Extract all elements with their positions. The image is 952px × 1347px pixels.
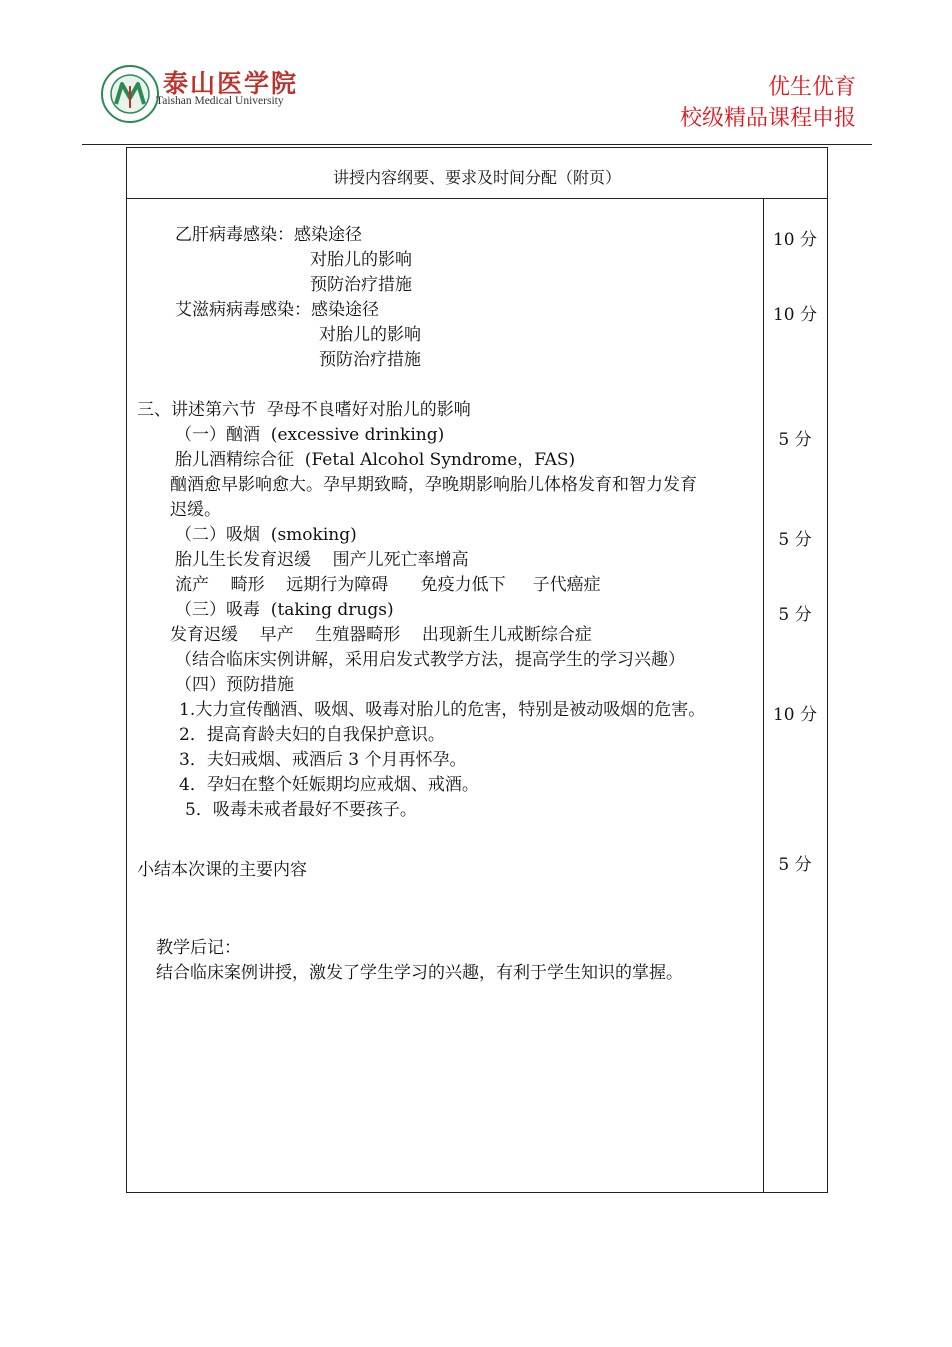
logo-english-name: Taishan Medical University bbox=[156, 95, 284, 107]
content-line: （三）吸毒 (taking drugs) bbox=[175, 600, 394, 620]
content-line: （一）酗酒 (excessive drinking) bbox=[175, 425, 445, 445]
time-allocation: 5 分 bbox=[778, 605, 812, 625]
time-allocation: 10 分 bbox=[772, 230, 818, 250]
content-line: 酗酒愈早影响愈大。孕早期致畸，孕晚期影响胎儿体格发育和智力发育 bbox=[170, 475, 697, 495]
content-line: 预防治疗措施 bbox=[310, 275, 412, 295]
content-line: 3．夫妇戒烟、戒酒后 3 个月再怀孕。 bbox=[179, 750, 467, 770]
content-line: 2．提高育龄夫妇的自我保护意识。 bbox=[179, 725, 445, 745]
column-divider bbox=[763, 198, 764, 1192]
content-line: 流产 畸形 远期行为障碍 免疫力低下 子代癌症 bbox=[175, 575, 601, 595]
summary-line: 小结本次课的主要内容 bbox=[137, 860, 307, 880]
time-allocation: 10 分 bbox=[772, 705, 818, 725]
content-line: 胎儿酒精综合征 (Fetal Alcohol Syndrome，FAS) bbox=[175, 450, 576, 470]
table-title: 讲授内容纲要、要求及时间分配（附页） bbox=[332, 168, 621, 187]
table-title-row bbox=[127, 148, 827, 199]
time-allocation: 5 分 bbox=[778, 530, 812, 550]
header-course-application: 校级精品课程申报 bbox=[679, 106, 856, 131]
section-heading: 三、讲述第六节 孕母不良嗜好对胎儿的影响 bbox=[137, 400, 471, 420]
teaching-notes-label: 教学后记： bbox=[156, 938, 241, 958]
syllabus-table bbox=[126, 147, 828, 1193]
content-line: （四）预防措施 bbox=[175, 675, 294, 695]
time-allocation: 10 分 bbox=[772, 305, 818, 325]
header-course-name: 优生优育 bbox=[767, 75, 856, 100]
content-line: 4．孕妇在整个妊娠期均应戒烟、戒酒。 bbox=[179, 775, 479, 795]
content-line: 发育迟缓 早产 生殖器畸形 出现新生儿戒断综合症 bbox=[170, 625, 592, 645]
time-allocation: 5 分 bbox=[778, 855, 812, 875]
content-line: 胎儿生长发育迟缓 围产儿死亡率增高 bbox=[175, 550, 469, 570]
content-line: 迟缓。 bbox=[170, 500, 221, 520]
content-line: （二）吸烟 (smoking) bbox=[175, 525, 357, 545]
content-line: 对胎儿的影响 bbox=[319, 325, 421, 345]
content-line: 预防治疗措施 bbox=[319, 350, 421, 370]
content-line: 5．吸毒未戒者最好不要孩子。 bbox=[185, 800, 417, 820]
content-line: 艾滋病病毒感染：感染途径 bbox=[175, 300, 379, 320]
teaching-notes-text: 结合临床案例讲授，激发了学生学习的兴趣，有利于学生知识的掌握。 bbox=[156, 963, 683, 983]
content-line: 对胎儿的影响 bbox=[310, 250, 412, 270]
logo-chinese-name: 泰山医学院 bbox=[163, 69, 299, 98]
content-line: （结合临床实例讲解，采用启发式教学方法，提高学生的学习兴趣） bbox=[175, 650, 685, 670]
header-divider bbox=[82, 144, 872, 145]
time-allocation: 5 分 bbox=[778, 430, 812, 450]
content-line: 1.大力宣传酗酒、吸烟、吸毒对胎儿的危害，特别是被动吸烟的危害。 bbox=[179, 700, 706, 720]
content-line: 乙肝病毒感染：感染途径 bbox=[175, 225, 362, 245]
